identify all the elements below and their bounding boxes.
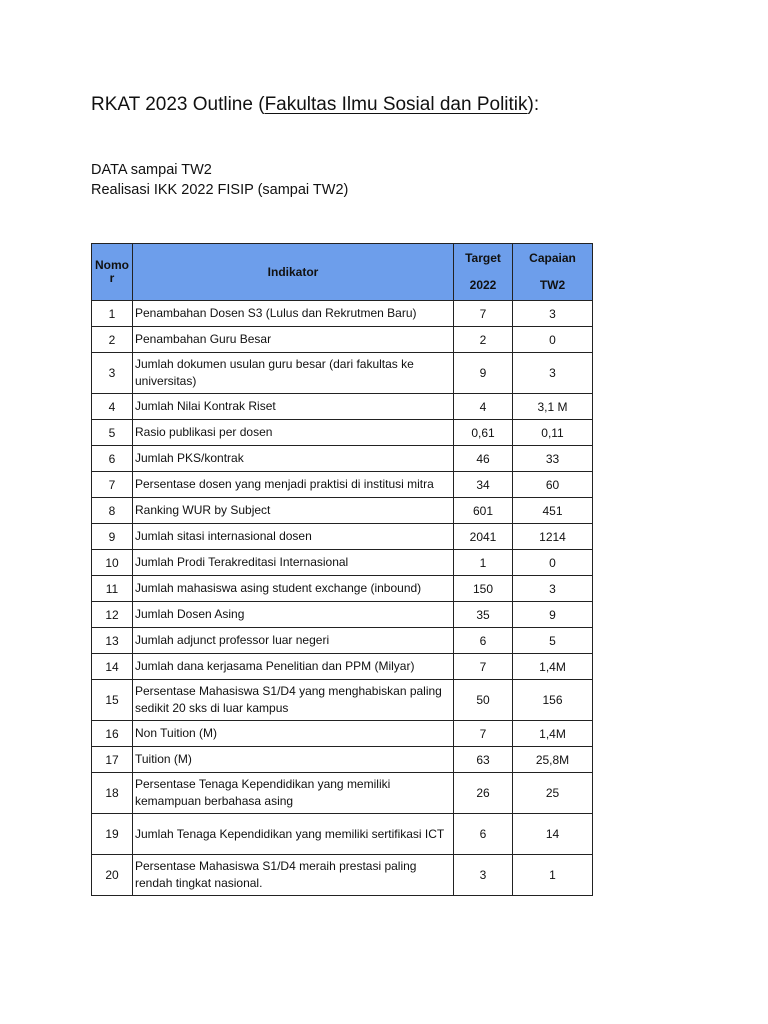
header-target-line2: 2022 [469, 278, 497, 292]
row-capaian: 0 [513, 327, 593, 353]
header-nomor: Nomor [92, 244, 133, 301]
row-capaian: 0 [513, 550, 593, 576]
row-indikator: Ranking WUR by Subject [133, 498, 454, 524]
row-target: 26 [454, 773, 513, 814]
row-target: 34 [454, 472, 513, 498]
row-capaian: 33 [513, 446, 593, 472]
row-capaian: 60 [513, 472, 593, 498]
row-target: 601 [454, 498, 513, 524]
table-row [92, 855, 593, 896]
table-row [92, 550, 593, 576]
row-number: 13 [92, 628, 133, 654]
table-row [92, 327, 593, 353]
row-capaian: 9 [513, 602, 593, 628]
row-target: 3 [454, 855, 513, 896]
row-capaian: 25,8M [513, 747, 593, 773]
row-target: 2041 [454, 524, 513, 550]
row-indikator: Jumlah sitasi internasional dosen [133, 524, 454, 550]
row-number: 10 [92, 550, 133, 576]
header-capaian-line1: Capaian [529, 251, 576, 265]
table-row [92, 654, 593, 680]
row-number: 16 [92, 721, 133, 747]
row-capaian: 451 [513, 498, 593, 524]
row-number: 7 [92, 472, 133, 498]
row-indikator: Non Tuition (M) [133, 721, 454, 747]
table-row [92, 420, 593, 446]
table-row [92, 446, 593, 472]
table-row [92, 773, 593, 814]
header-target [454, 244, 513, 301]
row-target: 7 [454, 721, 513, 747]
table-row [92, 394, 593, 420]
table-row [92, 498, 593, 524]
row-target: 4 [454, 394, 513, 420]
faculty-name: Fakultas Ilmu Sosial dan Politik [264, 94, 528, 115]
header-target-line1: Target [465, 251, 501, 265]
row-indikator: Jumlah Nilai Kontrak Riset [133, 394, 454, 420]
row-capaian: 3 [513, 576, 593, 602]
table-row [92, 747, 593, 773]
row-capaian: 14 [513, 814, 593, 855]
row-number: 19 [92, 814, 133, 855]
header-capaian-line2: TW2 [539, 278, 566, 292]
row-target: 46 [454, 446, 513, 472]
row-indikator: Jumlah mahasiswa asing student exchange (inbound) [133, 576, 454, 602]
table-row [92, 680, 593, 721]
row-target: 150 [454, 576, 513, 602]
row-target: 2 [454, 327, 513, 353]
row-number: 14 [92, 654, 133, 680]
row-indikator: Jumlah dana kerjasama Penelitian dan PPM (Milyar) [133, 654, 454, 680]
page-title-suffix: ): [527, 94, 540, 115]
row-target: 6 [454, 628, 513, 654]
row-number: 15 [92, 680, 133, 721]
realisasi-subtitle: Realisasi IKK 2022 FISIP (sampai TW2) [91, 182, 349, 198]
header-indikator: Indikator [133, 244, 454, 301]
row-indikator: Jumlah PKS/kontrak [133, 446, 454, 472]
row-number: 11 [92, 576, 133, 602]
page-title-prefix: RKAT 2023 Outline ( [91, 94, 265, 115]
ikk-table [91, 243, 593, 896]
row-number: 8 [92, 498, 133, 524]
row-indikator: Persentase Tenaga Kependidikan yang memiliki kemampuan berbahasa asing [133, 773, 454, 814]
row-capaian: 25 [513, 773, 593, 814]
header-capaian [513, 244, 593, 301]
table-row [92, 301, 593, 327]
row-capaian: 1 [513, 855, 593, 896]
table-row [92, 524, 593, 550]
row-target: 6 [454, 814, 513, 855]
page-title [91, 94, 539, 116]
row-number: 2 [92, 327, 133, 353]
row-number: 4 [92, 394, 133, 420]
row-target: 50 [454, 680, 513, 721]
row-indikator: Jumlah Dosen Asing [133, 602, 454, 628]
row-target: 63 [454, 747, 513, 773]
row-number: 1 [92, 301, 133, 327]
row-number: 3 [92, 353, 133, 394]
row-capaian: 0,11 [513, 420, 593, 446]
row-number: 17 [92, 747, 133, 773]
row-target: 9 [454, 353, 513, 394]
row-indikator: Persentase dosen yang menjadi praktisi di institusi mitra [133, 472, 454, 498]
row-number: 12 [92, 602, 133, 628]
table-row [92, 628, 593, 654]
row-capaian: 156 [513, 680, 593, 721]
table-header-row [92, 244, 593, 301]
table-row [92, 353, 593, 394]
row-indikator: Persentase Mahasiswa S1/D4 yang menghabiskan paling sedikit 20 sks di luar kampus [133, 680, 454, 721]
row-capaian: 5 [513, 628, 593, 654]
row-capaian: 1,4M [513, 654, 593, 680]
row-number: 20 [92, 855, 133, 896]
row-capaian: 3 [513, 301, 593, 327]
row-indikator: Rasio publikasi per dosen [133, 420, 454, 446]
row-capaian: 1214 [513, 524, 593, 550]
row-indikator: Jumlah Prodi Terakreditasi Internasional [133, 550, 454, 576]
row-number: 18 [92, 773, 133, 814]
table-row [92, 721, 593, 747]
row-indikator: Persentase Mahasiswa S1/D4 meraih prestasi paling rendah tingkat nasional. [133, 855, 454, 896]
table-row [92, 602, 593, 628]
row-target: 0,61 [454, 420, 513, 446]
row-indikator: Jumlah dokumen usulan guru besar (dari fakultas ke universitas) [133, 353, 454, 394]
table-row [92, 814, 593, 855]
row-target: 7 [454, 301, 513, 327]
row-target: 7 [454, 654, 513, 680]
row-indikator: Penambahan Dosen S3 (Lulus dan Rekrutmen Baru) [133, 301, 454, 327]
row-number: 9 [92, 524, 133, 550]
row-target: 35 [454, 602, 513, 628]
row-capaian: 3 [513, 353, 593, 394]
table-row [92, 576, 593, 602]
row-target: 1 [454, 550, 513, 576]
row-indikator: Jumlah Tenaga Kependidikan yang memiliki sertifikasi ICT [133, 814, 454, 855]
data-period-subtitle: DATA sampai TW2 [91, 162, 212, 178]
row-capaian: 3,1 M [513, 394, 593, 420]
row-indikator: Penambahan Guru Besar [133, 327, 454, 353]
row-number: 5 [92, 420, 133, 446]
row-indikator: Tuition (M) [133, 747, 454, 773]
row-capaian: 1,4M [513, 721, 593, 747]
table-row [92, 472, 593, 498]
row-indikator: Jumlah adjunct professor luar negeri [133, 628, 454, 654]
row-number: 6 [92, 446, 133, 472]
